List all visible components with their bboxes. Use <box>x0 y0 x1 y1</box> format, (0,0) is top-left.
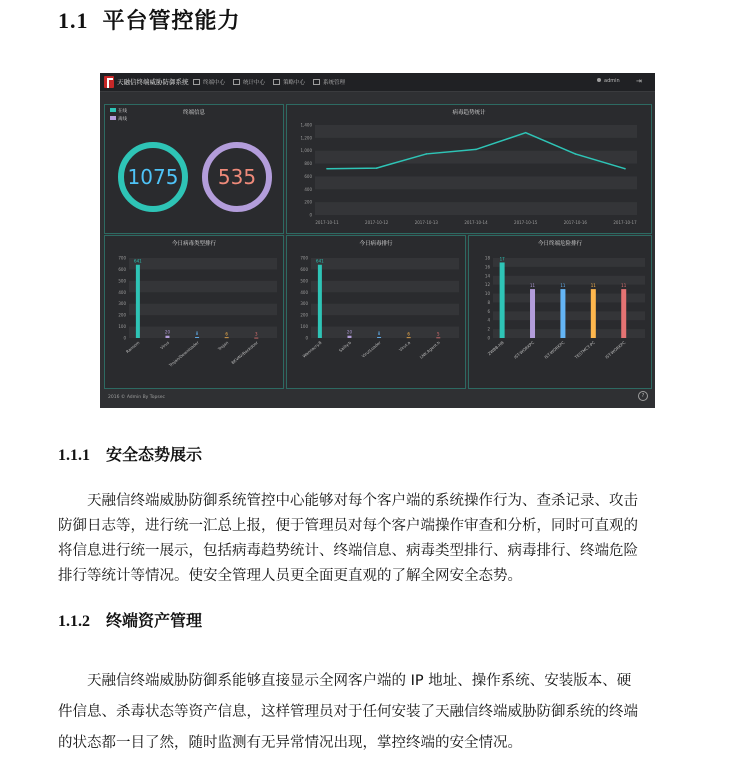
bar <box>225 337 229 338</box>
online-count: 1075 <box>127 165 179 189</box>
data-point <box>575 153 577 155</box>
y-tick-label: 10 <box>484 291 490 297</box>
trend-panel <box>286 104 652 234</box>
y-tick-label: 0 <box>123 335 126 341</box>
data-point <box>426 153 428 155</box>
chart-title: 今日终端危险排行 <box>537 241 583 247</box>
y-tick-label: 0 <box>309 212 312 218</box>
x-tick-label: 2017-10-15 <box>514 220 538 225</box>
x-tick-label: 2017-10-14 <box>464 220 488 225</box>
subsection-heading-2 <box>58 608 202 631</box>
bar <box>347 336 351 338</box>
paragraph-security-situation <box>58 489 688 589</box>
x-tick-label: IST-WORKPC <box>543 339 566 360</box>
legend-online: 在线 <box>110 108 127 114</box>
bar <box>254 338 258 339</box>
terminal-risk-chart <box>469 236 651 388</box>
x-tick-label: 2017-10-17 <box>613 220 637 225</box>
y-tick-label: 500 <box>300 278 308 284</box>
bar-value-label: 11 <box>621 283 627 289</box>
bar-value-label: 6 <box>225 331 228 337</box>
bar <box>136 265 140 338</box>
bar <box>530 289 535 338</box>
grid-band <box>315 176 637 189</box>
bar <box>621 289 626 338</box>
bar-value-label: 641 <box>134 258 142 264</box>
top-navbar <box>100 73 655 92</box>
x-tick-label: Trojan <box>216 339 230 352</box>
y-tick-label: 100 <box>300 324 308 330</box>
bar-value-label: 17 <box>499 256 505 262</box>
bar-value-label: 5 <box>437 331 440 337</box>
paragraph-line: 将信息进行统一展示，包括病毒趋势统计、终端信息、病毒类型排行、病毒排行、终端危险 <box>58 543 638 559</box>
logout-icon[interactable]: ⇥ <box>636 77 642 85</box>
y-tick-label: 400 <box>304 186 312 192</box>
nav-item-terminal[interactable]: 终端中心 <box>193 78 225 86</box>
y-tick-label: 300 <box>300 301 308 307</box>
x-tick-label: Trojan/Downloader <box>167 339 200 368</box>
grid-band <box>129 281 277 292</box>
x-tick-label: Virus <box>159 339 171 351</box>
y-tick-label: 700 <box>118 255 126 261</box>
y-tick-label: 12 <box>484 282 490 288</box>
x-tick-label: Ransom <box>124 339 141 355</box>
grid-band <box>311 281 459 292</box>
grid-band <box>315 202 637 215</box>
legend-offline: 离线 <box>110 116 127 122</box>
x-tick-label: ZWBB-HB <box>486 339 505 357</box>
y-tick-label: 200 <box>118 312 126 318</box>
paragraph-line: 天融信终端威胁防御系能够直接显示全网客户端的 IP 地址、操作系统、安装版本、硬 <box>87 673 632 689</box>
subsection-title: 终端资产管理 <box>106 611 203 630</box>
bar <box>436 337 440 338</box>
subsection-number: 1.1.2 <box>58 613 90 630</box>
settings-icon <box>313 79 320 85</box>
section-heading <box>58 4 241 35</box>
bar <box>591 289 596 338</box>
y-tick-label: 100 <box>118 324 126 330</box>
data-point <box>525 132 527 134</box>
y-tick-label: 1,000 <box>300 148 312 154</box>
bar-value-label: 6 <box>407 331 410 337</box>
bar-value-label: 20 <box>346 329 353 335</box>
brand-logo-icon <box>104 76 114 88</box>
bar-value-label: 20 <box>164 329 171 335</box>
bar <box>377 337 381 338</box>
nav-item-policy[interactable]: 策略中心 <box>273 78 305 86</box>
y-tick-label: 600 <box>300 266 308 272</box>
data-point <box>376 167 378 169</box>
bar-value-label: 8 <box>195 331 199 337</box>
bar-value-label: 11 <box>590 283 596 289</box>
virus-rank-panel <box>286 235 466 389</box>
bar <box>500 262 505 338</box>
x-tick-label: Wannacry.8 <box>301 339 323 359</box>
x-tick-label: BKVAV/Backdoor <box>230 339 259 366</box>
y-tick-label: 300 <box>118 301 126 307</box>
x-tick-label: 2017-10-11 <box>315 220 339 225</box>
y-tick-label: 14 <box>484 273 490 279</box>
x-tick-label: LNK.Agent.h <box>418 339 441 360</box>
x-tick-label: Sality.b <box>337 339 353 354</box>
paragraph-line: 天融信终端威胁防御系统管控中心能够对每个客户端的系统操作行为、查杀记录、攻击 <box>87 493 638 509</box>
subsection-title: 安全态势展示 <box>106 445 203 464</box>
y-tick-label: 2 <box>487 326 490 332</box>
y-tick-label: 200 <box>300 312 308 318</box>
y-tick-label: 400 <box>118 289 126 295</box>
subsection-heading-1 <box>58 442 202 465</box>
x-tick-label: 2017-10-12 <box>365 220 389 225</box>
paragraph-line: 件信息、杀毒状态等资产信息，这样管理员对于任何安装了天融信终端威胁防御系统的终端 <box>58 704 638 720</box>
brand-name: 天融信终端威胁防御系统 <box>117 78 189 86</box>
chart-title: 今日病毒排行 <box>359 241 393 247</box>
y-tick-label: 18 <box>484 255 490 261</box>
nav-item-system[interactable]: 系统管理 <box>313 78 345 86</box>
bar <box>195 337 199 338</box>
x-tick-label: VirutLoader <box>360 339 382 359</box>
y-tick-label: 800 <box>304 161 312 167</box>
chart-icon <box>233 79 240 85</box>
bar-value-label: 8 <box>377 331 381 337</box>
grid-band <box>493 258 645 267</box>
bar-value-label: 11 <box>560 283 566 289</box>
x-tick-label: Virut.a <box>397 339 412 353</box>
y-tick-label: 8 <box>487 299 490 305</box>
y-tick-label: 6 <box>487 308 490 314</box>
x-tick-label: TESTMCT-PC <box>573 339 596 360</box>
dashboard-screenshot <box>100 73 655 408</box>
y-tick-label: 500 <box>118 278 126 284</box>
help-icon[interactable]: ? <box>638 391 648 401</box>
grid-band <box>129 258 277 269</box>
y-tick-label: 400 <box>300 289 308 295</box>
virus-trend-chart <box>287 105 651 233</box>
x-tick-label: 2017-10-16 <box>563 220 587 225</box>
paragraph-asset-management <box>58 666 688 759</box>
chart-title: 今日病毒类型排行 <box>171 241 217 247</box>
bar <box>318 265 322 338</box>
bar-value-label: 11 <box>529 283 536 289</box>
data-point <box>326 168 328 170</box>
paragraph-line: 排行等统计等情况。使安全管理人员更全面更直观的了解全网安全态势。 <box>58 568 522 584</box>
x-tick-label: IST-WORKPC <box>604 339 627 360</box>
y-tick-label: 0 <box>487 335 490 341</box>
terminal-info-panel <box>104 104 284 234</box>
data-point <box>475 149 477 151</box>
grid-band <box>311 258 459 269</box>
virus-type-panel <box>104 235 284 389</box>
bar <box>165 336 169 338</box>
footer-copyright: 2016 © Admin By Topsec <box>108 395 165 400</box>
grid-band <box>129 304 277 315</box>
subsection-number: 1.1.1 <box>58 447 90 464</box>
y-tick-label: 700 <box>300 255 308 261</box>
user-menu[interactable]: admin <box>597 78 620 84</box>
chart-title: 病毒趋势统计 <box>452 110 486 116</box>
data-point <box>624 168 626 170</box>
y-tick-label: 1,200 <box>300 135 312 141</box>
bar-value-label: 641 <box>316 258 324 264</box>
virus-rank-chart <box>287 236 465 388</box>
y-tick-label: 0 <box>305 335 308 341</box>
y-tick-label: 4 <box>487 317 490 323</box>
policy-icon <box>273 79 280 85</box>
y-tick-label: 600 <box>304 173 312 179</box>
grid-band <box>315 125 637 138</box>
x-tick-label: IST-WORKPC <box>512 339 536 360</box>
offline-count: 535 <box>217 165 257 189</box>
y-tick-label: 16 <box>484 264 490 270</box>
paragraph-line: 防御日志等，进行统一汇总上报，便于管理员对每个客户端操作审查和分析，同时可直观的 <box>58 518 638 534</box>
virus-type-chart <box>105 236 283 388</box>
y-tick-label: 600 <box>118 266 126 272</box>
monitor-icon <box>193 79 200 85</box>
y-tick-label: 200 <box>304 199 312 205</box>
user-icon <box>597 78 601 82</box>
bar <box>560 289 565 338</box>
section-title: 平台管控能力 <box>102 8 241 34</box>
bar <box>407 337 411 338</box>
x-tick-label: 2017-10-13 <box>414 220 438 225</box>
section-number: 1.1 <box>58 8 89 33</box>
terminal-risk-panel <box>468 235 652 389</box>
y-tick-label: 1,400 <box>300 122 312 128</box>
bar-value-label: 3 <box>255 331 258 337</box>
nav-item-statistics[interactable]: 统计中心 <box>233 78 265 86</box>
grid-band <box>311 304 459 315</box>
panel-title: 终端信息 <box>182 110 205 116</box>
paragraph-line: 的状态都一目了然，随时监测有无异常情况出现，掌控终端的安全情况。 <box>58 735 522 751</box>
